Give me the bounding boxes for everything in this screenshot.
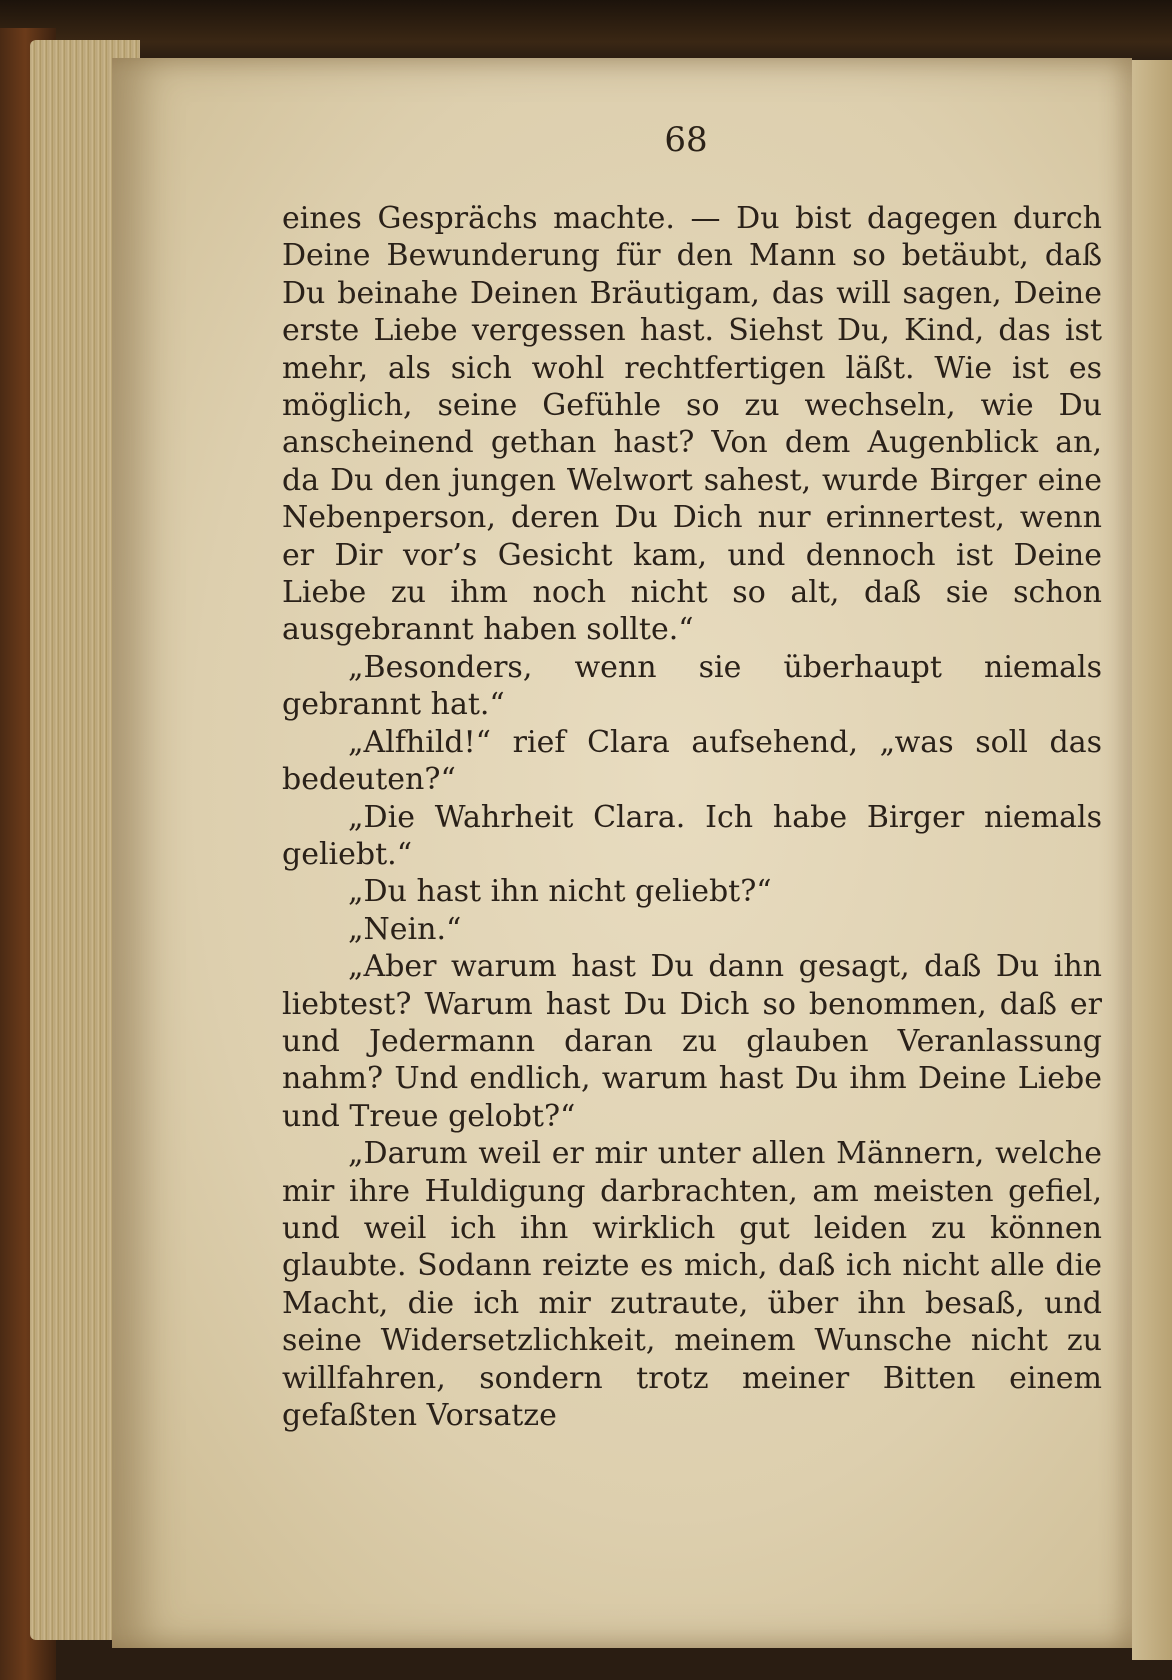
paragraph: eines Gesprächs machte. — Du bist dagegen durch Deine Bewunderung für den Mann so betäubt, daß Du beinahe Deinen Bräutigam, das will sagen, Deine erste Liebe vergessen hast. Siehst Du, Kind, das ist mehr, als sich wohl rechtfertigen läßt. Wie ist es möglich, seine Gefühle so zu wechseln, wie Du anscheinend gethan hast? Von dem Augenblick an, da Du den jungen Welwort sahest, wurde Birger eine Nebenperson, deren Du Dich nur erinnertest, wenn er Dir vor’s Gesicht kam, und dennoch ist Deine Liebe zu ihm noch nicht so alt, daß sie schon ausgebrannt haben sollte.“ [282,201,1102,648]
paragraph: „Die Wahrheit Clara. Ich habe Birger niemals geliebt.“ [282,799,1102,872]
next-page-edge [1132,60,1172,1660]
top-shadow [0,0,1172,60]
page-body [282,200,1102,1434]
paragraph: „Du hast ihn nicht geliebt?“ [348,874,772,910]
paragraph: „Nein.“ [348,911,462,947]
paragraph: „Besonders, wenn sie überhaupt niemals gebrannt hat.“ [282,649,1102,723]
page-number: 68 [664,120,708,160]
paragraph: „Darum weil er mir unter allen Männern, welche mir ihre Huldigung darbrachten, am meisten gefiel, und weil ich ihn wirklich gut leiden zu können glaubte. Sodann reizte es mich, daß ich nicht alle die Macht, die ich mir zutraute, über ihn besaß, und seine Widersetzlichkeit, meinem Wunsche nicht zu willfahren, sondern trotz meiner Bitten einem gefaßten Vorsatze [282,1136,1102,1433]
paragraph: „Alfhild!“ rief Clara aufsehend, „was soll das bedeuten?“ [282,724,1102,798]
paragraph: „Aber warum hast Du dann gesagt, daß Du ihn liebtest? Warum hast Du Dich so benommen, daß er und Jedermann daran zu glauben Veranlassung nahm? Und endlich, warum hast Du ihm Deine Liebe und Treue gelobt?“ [282,949,1102,1134]
